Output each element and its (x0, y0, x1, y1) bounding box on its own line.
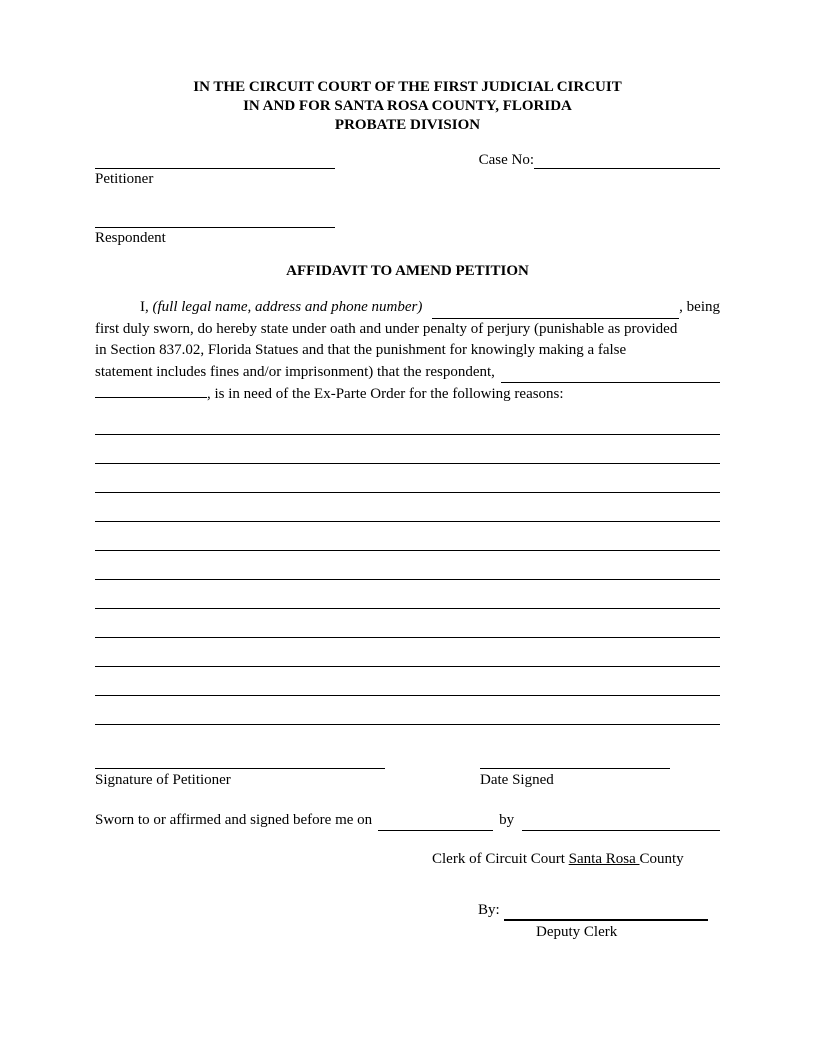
paragraph-line-2: first duly sworn, do hereby state under oath and under penalty of perjury (punishable as provided (95, 320, 678, 337)
sworn-by-text: by (499, 811, 515, 828)
sworn-statement-line (95, 810, 720, 831)
court-header (95, 78, 720, 135)
county-name-underlined: Santa Rosa (568, 850, 640, 867)
reason-line[interactable] (95, 435, 720, 464)
clerk-prefix-text: Clerk of Circuit Court (432, 850, 569, 867)
reasons-clause-text: , is in need of the Ex-Parte Order for the following reasons: (207, 386, 564, 402)
paragraph-line-5 (95, 383, 720, 406)
affidavit-paragraph (95, 297, 720, 406)
by-label: By: (478, 901, 500, 918)
paragraph-line-4 (95, 362, 720, 384)
name-instruction-text: (full legal name, address and phone number) (152, 299, 423, 315)
respondent-name-blank[interactable] (95, 210, 335, 228)
reason-line[interactable] (95, 464, 720, 493)
document-title: AFFIDAVIT TO AMEND PETITION (286, 263, 529, 279)
reason-line[interactable] (95, 580, 720, 609)
deputy-clerk-signature-blank[interactable] (504, 900, 708, 921)
intro-text: I, (140, 299, 153, 315)
case-caption-row (95, 151, 720, 189)
petitioner-signature-block (95, 751, 385, 790)
sworn-date-blank[interactable] (378, 810, 493, 831)
signature-of-petitioner-label: Signature of Petitioner (95, 771, 231, 788)
reason-line[interactable] (95, 696, 720, 725)
reason-line[interactable] (95, 493, 720, 522)
court-header-line3: PROBATE DIVISION (334, 117, 481, 133)
date-signed-block (480, 751, 670, 790)
deputy-clerk-by-line (478, 900, 708, 921)
petitioner-name-blank[interactable] (95, 151, 335, 169)
reason-line[interactable] (95, 667, 720, 696)
respondent-name-fill-blank[interactable] (501, 362, 720, 384)
respondent-name-continuation-blank[interactable] (95, 383, 207, 398)
court-header-line2: IN AND FOR SANTA ROSA COUNTY, FLORIDA (243, 98, 572, 114)
court-header-line1: IN THE CIRCUIT COURT OF THE FIRST JUDICIAL CIRCUIT (193, 79, 622, 95)
reason-line[interactable] (95, 609, 720, 638)
affiant-name-blank[interactable] (432, 297, 679, 319)
date-signed-label: Date Signed (480, 771, 554, 788)
reason-line[interactable] (95, 406, 720, 435)
clerk-of-court-line (432, 849, 720, 870)
petitioner-label: Petitioner (95, 171, 154, 187)
deputy-clerk-label: Deputy Clerk (536, 923, 618, 940)
being-text: , being (679, 299, 720, 315)
case-no-label: Case No: (478, 152, 534, 168)
respondent-label: Respondent (95, 230, 166, 246)
date-signed-blank[interactable] (480, 751, 670, 769)
reason-line[interactable] (95, 551, 720, 580)
reasons-section (95, 406, 720, 725)
reason-line[interactable] (95, 638, 720, 667)
petitioner-caption (95, 151, 335, 189)
clerk-suffix-text: County (639, 850, 684, 867)
paragraph-line-3: in Section 837.02, Florida Statues and that the punishment for knowingly making a false (95, 342, 627, 358)
case-no-blank[interactable] (534, 151, 720, 169)
paragraph-line-1 (95, 297, 720, 319)
reason-line[interactable] (95, 522, 720, 551)
respondent-clause-text: statement includes fines and/or imprisonment) that the respondent, (95, 363, 495, 380)
notary-name-blank[interactable] (522, 810, 720, 831)
petitioner-signature-blank[interactable] (95, 751, 385, 769)
respondent-caption (95, 210, 720, 248)
case-number-caption (479, 151, 720, 169)
signature-row (95, 751, 720, 790)
sworn-prefix-text: Sworn to or affirmed and signed before me on (95, 811, 373, 828)
